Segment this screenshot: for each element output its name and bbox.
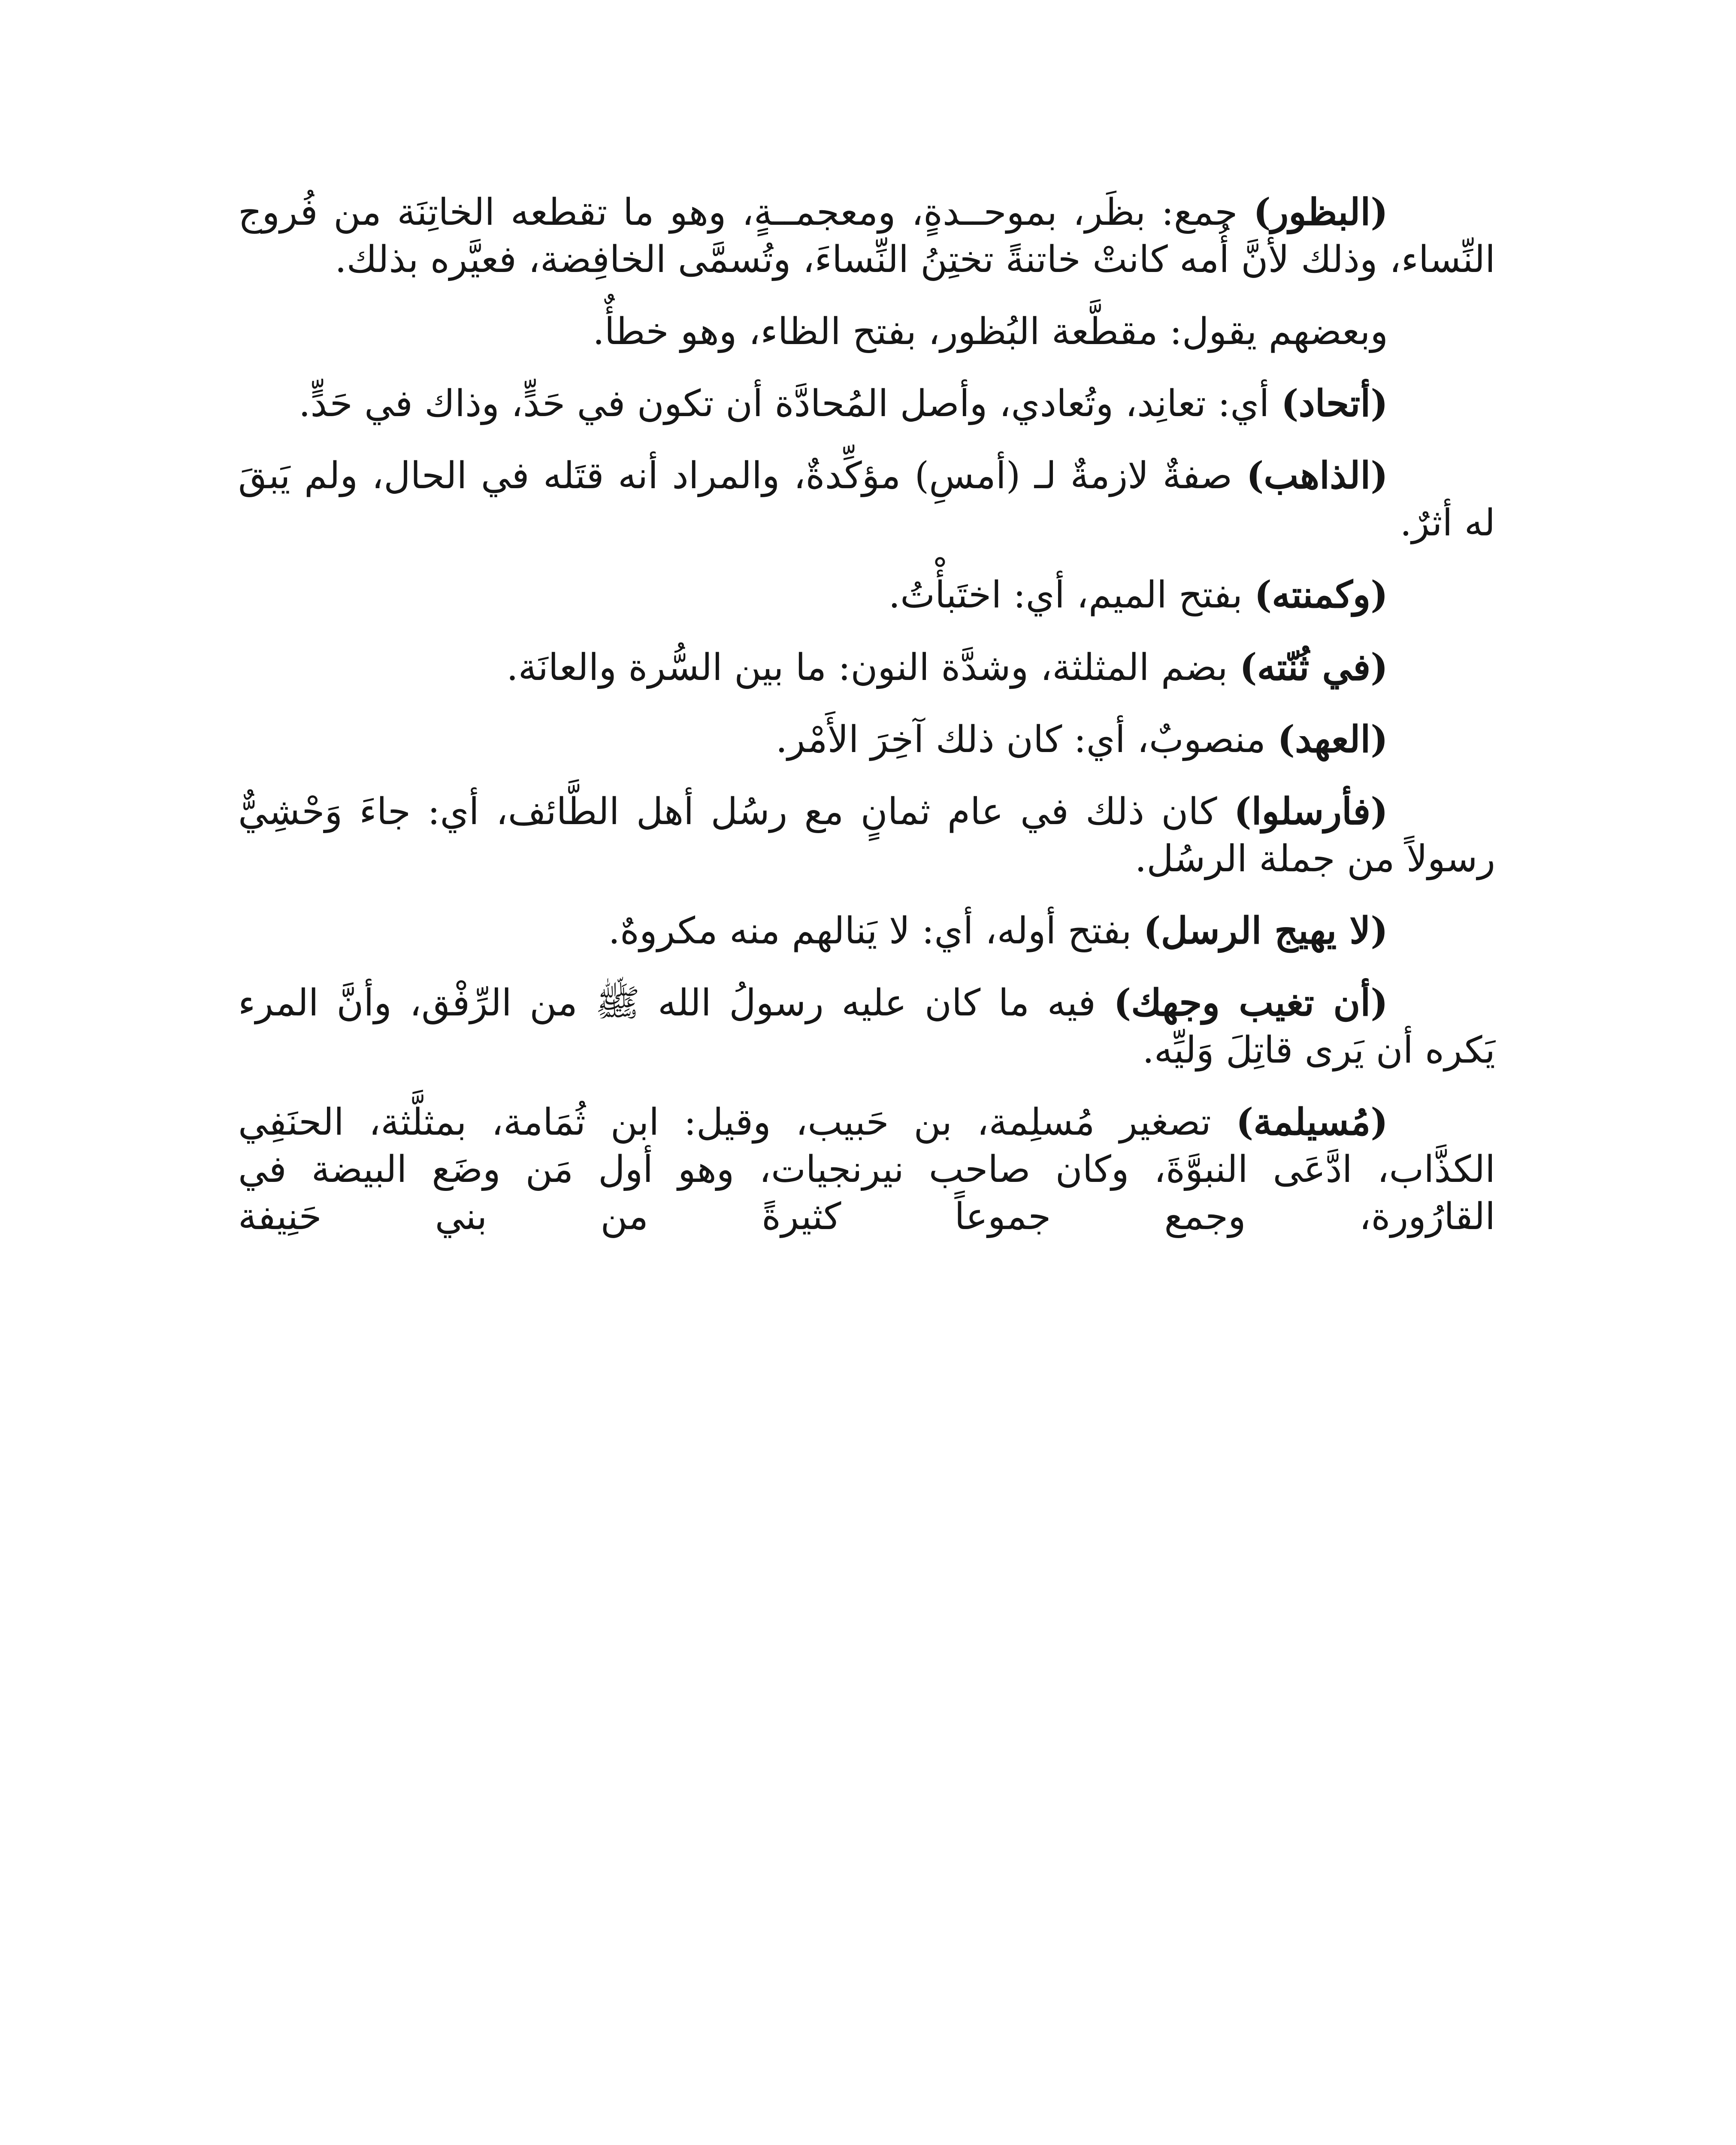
entry-body: بضم المثلثة، وشدَّة النون: ما بين السُّرة والعانَة. — [506, 646, 1240, 689]
entry-head: (لا يهيج الرسل) — [1143, 909, 1388, 952]
entry-atuhad — [238, 380, 1495, 427]
entry-la-yahij — [238, 907, 1495, 955]
entry-body: جمع: بظَر، بموحــدةٍ، ومعجمــةٍ، وهو ما تقطعه الخاتِنَة من فُروج النِّساء، وذلك لأنَّ أُمه كانتْ خاتنةً تختِنُ النِّساءَ، وتُسمَّى الخافِضة، فعيَّره بذلك. — [238, 191, 1495, 281]
entry-body: صفةٌ لازمةٌ لـ (أمسِ) مؤكِّدةٌ، والمراد أنه قتَله في الحال، ولم يَبقَ له أثرٌ. — [238, 454, 1495, 545]
entry-head: (وكمنته) — [1254, 573, 1388, 617]
entry-albuzur — [238, 189, 1495, 283]
entry-body: وبعضهم يقول: مقطَّعة البُظور، بفتح الظاء، وهو خطأٌ. — [593, 310, 1388, 353]
entry-head: (مُسيلمة) — [1236, 1100, 1388, 1144]
entry-body: بفتح الميم، أي: اختَبأْتُ. — [888, 574, 1255, 617]
entry-an-tughayyib — [238, 979, 1495, 1074]
entry-body: كان ذلك في عام ثمانٍ مع رسُل أهل الطَّائف، أي: جاءَ وَحْشِيٌّ رسولاً من جملة الرسُل. — [238, 790, 1495, 880]
entry-faarsalu — [238, 788, 1495, 882]
entry-head: (أتحاد) — [1281, 382, 1388, 426]
entry-head: (الذاهب) — [1246, 454, 1388, 498]
entry-alahd — [238, 716, 1495, 763]
entry-body: أي: تعانِد، وتُعادي، وأصل المُحادَّة أن تكون في حَدٍّ، وذاك في حَدٍّ. — [299, 382, 1281, 426]
entry-head: (البظور) — [1253, 190, 1388, 234]
entry-head: (في ثُنّته) — [1239, 645, 1388, 689]
entry-thunnatihi — [238, 644, 1495, 691]
entry-head: (العهد) — [1277, 717, 1388, 761]
entry-body: منصوبٌ، أي: كان ذلك آخِرَ الأَمْر. — [775, 718, 1278, 761]
entry-head: (فأرسلوا) — [1234, 789, 1388, 833]
entry-body: تصغير مُسلِمة، بن حَبيب، وقيل: ابن ثُمَامة، بمثلَّثة، الحنَفِي الكذَّاب، ادَّعَى النبوَّةَ، وكان صاحب نيرنجيات، وهو أول مَن وضَع البيضة في القارُورة، وجمع جموعاً كثيرةً من بني حَنِيفة — [238, 1101, 1495, 1239]
entry-body: فيه ما كان عليه رسولُ الله ﷺ من الرِّفْق، وأنَّ المرء يَكره أن يَرى قاتِلَ وَليِّه. — [238, 981, 1495, 1072]
entry-wakamantuhu — [238, 571, 1495, 619]
entry-musaylima — [238, 1099, 1495, 1240]
entry-note — [238, 308, 1495, 355]
commentary-text — [238, 189, 1495, 1265]
entry-head: (أن تغيب وجهك) — [1113, 981, 1388, 1024]
entry-body: بفتح أوله، أي: لا يَنالهم منه مكروهٌ. — [608, 909, 1143, 952]
entry-adhahib — [238, 452, 1495, 547]
